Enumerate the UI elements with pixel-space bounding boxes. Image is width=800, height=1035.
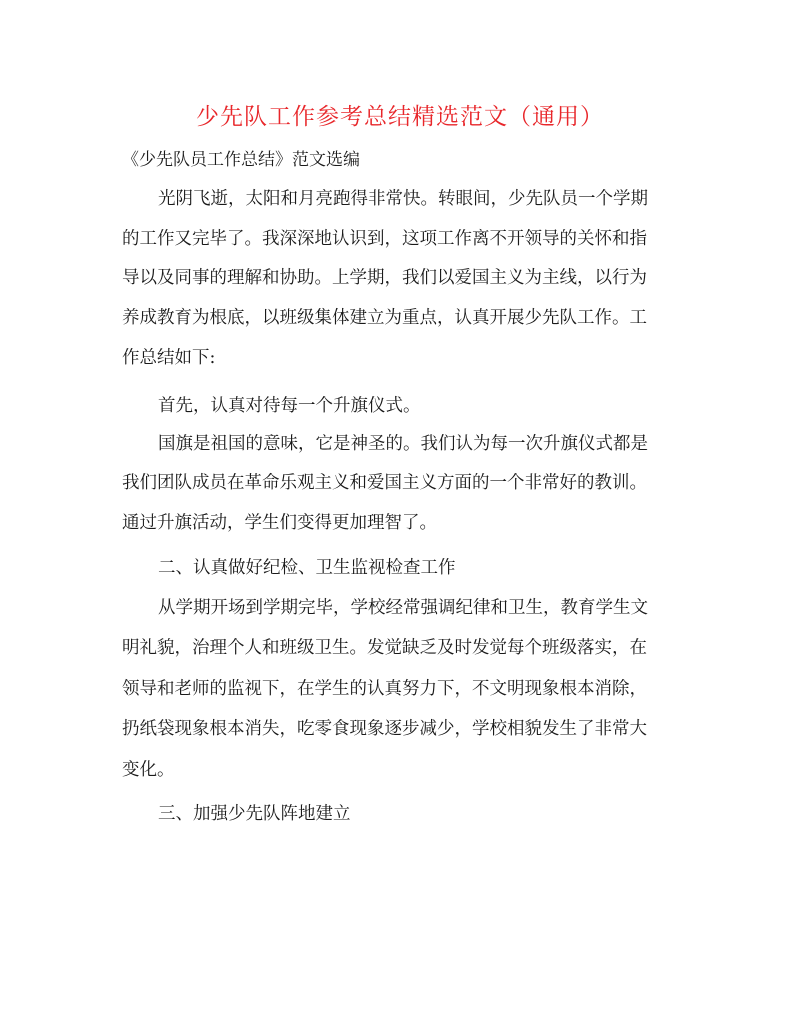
section-heading-3: 三、加强少先队阵地建立 — [158, 804, 351, 824]
paragraph-5-line-2: 明礼貌，治理个人和班级卫生。发觉缺乏及时发觉每个班级落实，在 — [122, 638, 647, 658]
paragraph-1-line-3: 导以及同事的理解和协助。上学期，我们以爱国主义为主线，以行为 — [122, 268, 647, 288]
paragraph-1-line-1: 光阴飞逝，太阳和月亮跑得非常快。转眼间，少先队员一个学期 — [158, 189, 648, 209]
paragraph-1-line-5: 作总结如下: — [122, 348, 216, 368]
paragraph-5-line-1: 从学期开场到学期完毕，学校经常强调纪律和卫生，教育学生文 — [158, 598, 648, 618]
document-subtitle: 《少先队员工作总结》范文选编 — [122, 150, 360, 170]
paragraph-1-line-2: 的工作又完毕了。我深深地认识到，这项工作离不开领导的关怀和指 — [122, 229, 647, 249]
section-heading-2: 二、认真做好纪检、卫生监视检查工作 — [158, 558, 456, 578]
paragraph-2-line-1: 首先，认真对待每一个升旗仪式。 — [158, 396, 421, 416]
document-title: 少先队工作参考总结精选范文（通用） — [196, 104, 604, 130]
paragraph-1-line-4: 养成教育为根底，以班级集体建立为重点，认真开展少先队工作。工 — [122, 308, 647, 328]
paragraph-5-line-3: 领导和老师的监视下，在学生的认真努力下，不文明现象根本消除， — [122, 679, 647, 699]
paragraph-3-line-1: 国旗是祖国的意味，它是神圣的。我们认为每一次升旗仪式都是 — [158, 434, 648, 454]
paragraph-3-line-3: 通过升旗活动，学生们变得更加理智了。 — [122, 513, 437, 533]
paragraph-5-line-5: 变化。 — [122, 760, 175, 780]
paragraph-3-line-2: 我们团队成员在革命乐观主义和爱国主义方面的一个非常好的教训。 — [122, 473, 647, 493]
paragraph-5-line-4: 扔纸袋现象根本消失，吃零食现象逐步减少，学校相貌发生了非常大 — [122, 719, 647, 739]
